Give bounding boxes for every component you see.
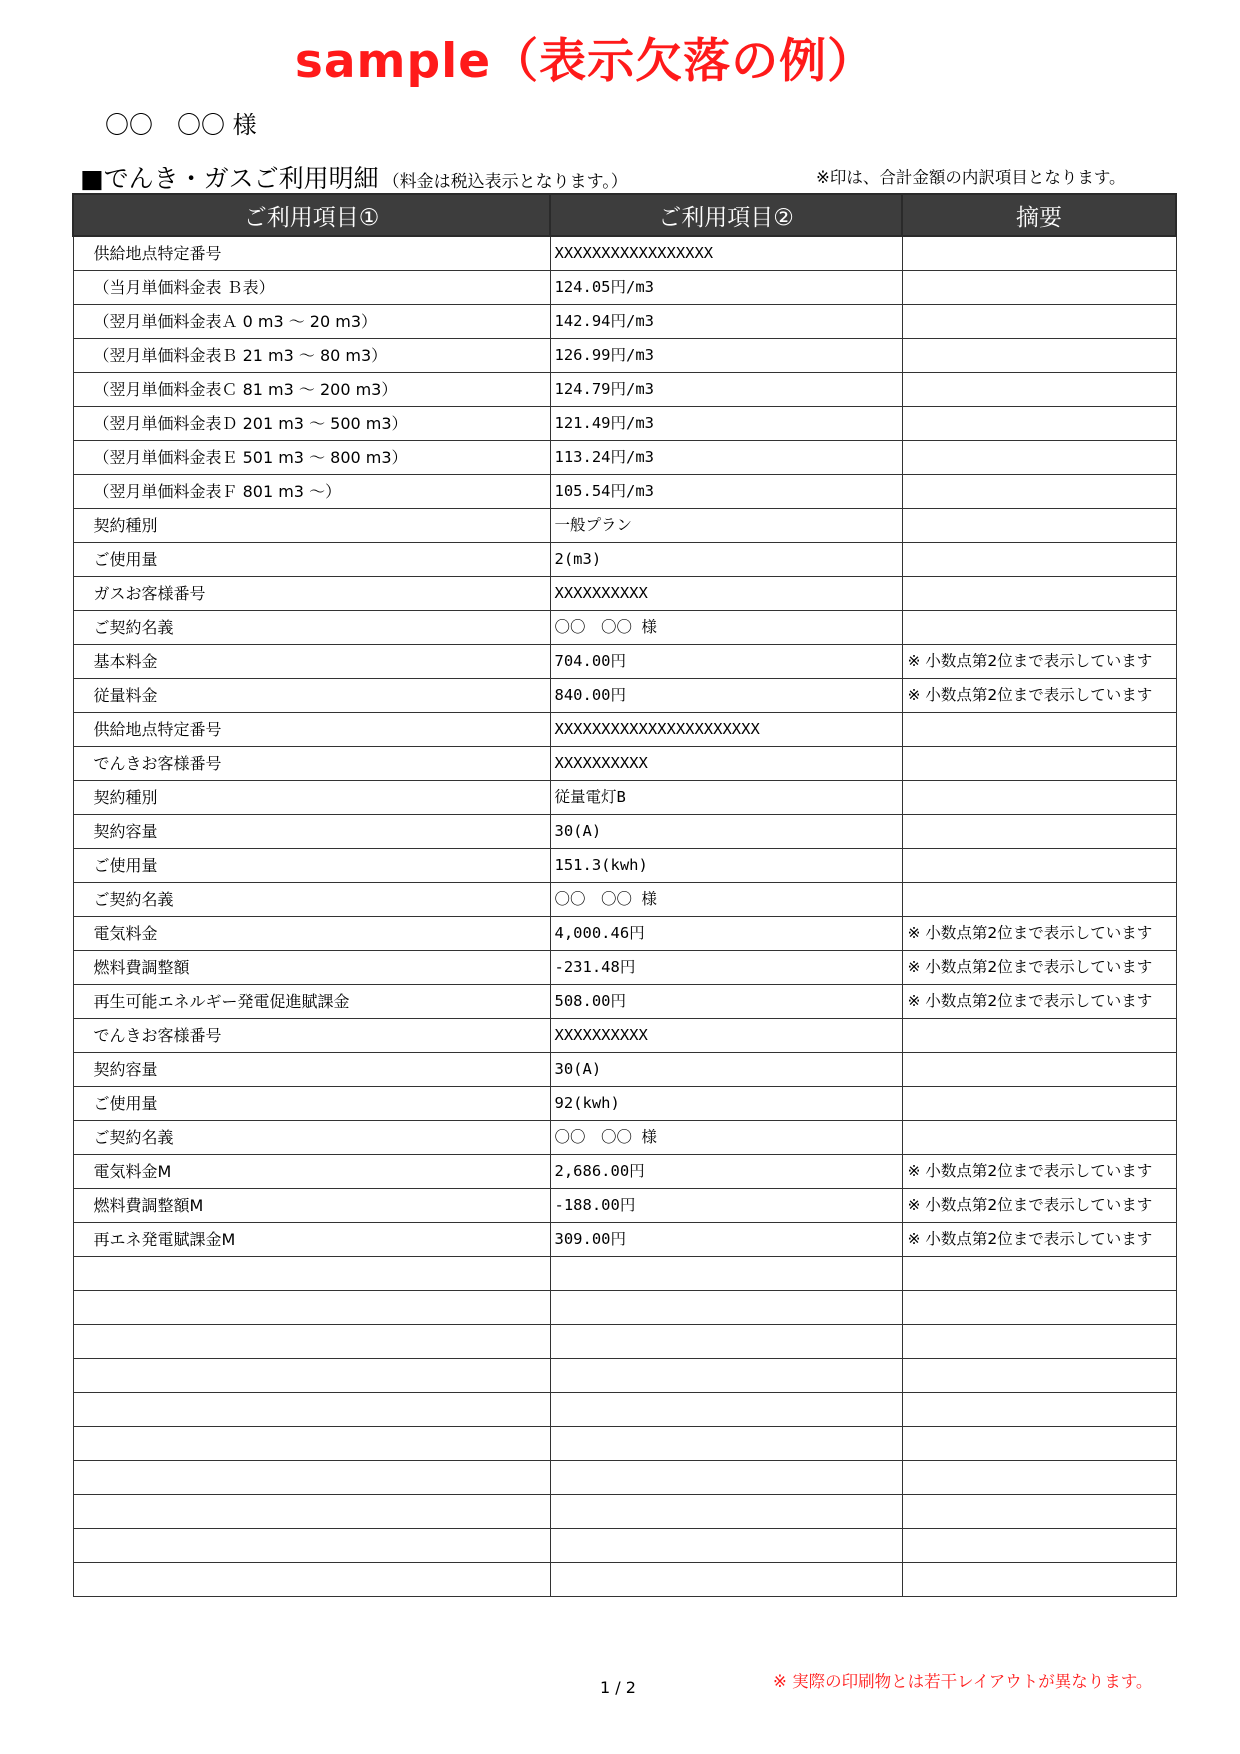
- cell-item2: [550, 1563, 902, 1597]
- cell-item1: （翌月単価料金表Ｄ 201 m3 ～ 500 m3）: [73, 407, 550, 441]
- cell-remarks: [902, 407, 1176, 441]
- cell-item2: 一般プラン: [550, 509, 902, 543]
- cell-item1: 再生可能エネルギー発電促進賦課金: [73, 985, 550, 1019]
- table-row: [73, 1495, 1176, 1529]
- cell-item2: XXXXXXXXXX: [550, 577, 902, 611]
- table-row: [73, 1359, 1176, 1393]
- cell-item1: [73, 1393, 550, 1427]
- cell-item1: （翌月単価料金表Ｃ 81 m3 ～ 200 m3）: [73, 373, 550, 407]
- cell-item1: でんきお客様番号: [73, 747, 550, 781]
- table-row: [73, 679, 1176, 713]
- cell-item1: ガスお客様番号: [73, 577, 550, 611]
- sample-title: sample（表示欠落の例）: [294, 34, 876, 89]
- cell-item2: 124.05円/m3: [550, 271, 902, 305]
- table-row: [73, 849, 1176, 883]
- cell-remarks: [902, 1087, 1176, 1121]
- cell-item2: 2(m3): [550, 543, 902, 577]
- cell-item1: ご使用量: [73, 1087, 550, 1121]
- cell-remarks: ※ 小数点第2位まで表示しています: [902, 645, 1176, 679]
- cell-item1: [73, 1325, 550, 1359]
- cell-remarks: [902, 1325, 1176, 1359]
- cell-remarks: [902, 713, 1176, 747]
- cell-remarks: [902, 1529, 1176, 1563]
- cell-item2: 309.00円: [550, 1223, 902, 1257]
- cell-remarks: [902, 1359, 1176, 1393]
- cell-item1: 契約容量: [73, 815, 550, 849]
- cell-item2: [550, 1291, 902, 1325]
- table-row: [73, 271, 1176, 305]
- column-header-remarks: 摘要: [902, 194, 1176, 236]
- table-row: [73, 917, 1176, 951]
- cell-item2: XXXXXXXXXXXXXXXXXXXXXX: [550, 713, 902, 747]
- table-row: [73, 1563, 1176, 1597]
- cell-item2: 105.54円/m3: [550, 475, 902, 509]
- cell-item1: 基本料金: [73, 645, 550, 679]
- cell-remarks: [902, 1121, 1176, 1155]
- table-row: [73, 1087, 1176, 1121]
- table-row: [73, 1529, 1176, 1563]
- cell-remarks: [902, 271, 1176, 305]
- cell-item1: ご使用量: [73, 849, 550, 883]
- cell-item1: 燃料費調整額M: [73, 1189, 550, 1223]
- cell-remarks: [902, 577, 1176, 611]
- cell-item2: 4,000.46円: [550, 917, 902, 951]
- footer-note: ※ 実際の印刷物とは若干レイアウトが異なります。: [773, 1672, 1153, 1691]
- table-row: [73, 1053, 1176, 1087]
- cell-remarks: [902, 611, 1176, 645]
- cell-remarks: [902, 1461, 1176, 1495]
- table-row: [73, 951, 1176, 985]
- cell-item1: （翌月単価料金表Ｅ 501 m3 ～ 800 m3）: [73, 441, 550, 475]
- cell-item2: [550, 1529, 902, 1563]
- table-row: [73, 543, 1176, 577]
- cell-item1: 燃料費調整額: [73, 951, 550, 985]
- cell-remarks: [902, 1563, 1176, 1597]
- cell-item1: 契約種別: [73, 781, 550, 815]
- cell-remarks: [902, 373, 1176, 407]
- cell-remarks: [902, 1495, 1176, 1529]
- table-row: [73, 1223, 1176, 1257]
- cell-remarks: [902, 1019, 1176, 1053]
- cell-item2: 151.3(kwh): [550, 849, 902, 883]
- cell-item2: XXXXXXXXXXXXXXXXX: [550, 236, 902, 271]
- table-row: [73, 713, 1176, 747]
- cell-remarks: ※ 小数点第2位まで表示しています: [902, 679, 1176, 713]
- cell-item2: -231.48円: [550, 951, 902, 985]
- table-row: [73, 1155, 1176, 1189]
- cell-item2: -188.00円: [550, 1189, 902, 1223]
- cell-item1: [73, 1529, 550, 1563]
- cell-item1: [73, 1563, 550, 1597]
- cell-remarks: [902, 1257, 1176, 1291]
- cell-item1: [73, 1291, 550, 1325]
- cell-remarks: [902, 1427, 1176, 1461]
- table-row: [73, 645, 1176, 679]
- cell-item1: 再エネ発電賦課金M: [73, 1223, 550, 1257]
- table-row: [73, 509, 1176, 543]
- table-row: [73, 1427, 1176, 1461]
- cell-item2: 126.99円/m3: [550, 339, 902, 373]
- cell-remarks: [902, 475, 1176, 509]
- table-row: [73, 1291, 1176, 1325]
- cell-item2: 92(kwh): [550, 1087, 902, 1121]
- cell-remarks: [902, 543, 1176, 577]
- cell-item1: ご契約名義: [73, 1121, 550, 1155]
- cell-item1: ご契約名義: [73, 883, 550, 917]
- cell-item1: （翌月単価料金表Ａ 0 m3 ～ 20 m3）: [73, 305, 550, 339]
- table-row: [73, 407, 1176, 441]
- cell-item2: 113.24円/m3: [550, 441, 902, 475]
- cell-item2: 〇〇 〇〇 様: [550, 883, 902, 917]
- cell-remarks: ※ 小数点第2位まで表示しています: [902, 1155, 1176, 1189]
- cell-item1: でんきお客様番号: [73, 1019, 550, 1053]
- table-row: [73, 236, 1176, 271]
- cell-item2: [550, 1359, 902, 1393]
- cell-item1: 契約種別: [73, 509, 550, 543]
- cell-item1: （当月単価料金表 Ｂ表）: [73, 271, 550, 305]
- cell-item2: 142.94円/m3: [550, 305, 902, 339]
- cell-item1: 供給地点特定番号: [73, 236, 550, 271]
- cell-item1: ご使用量: [73, 543, 550, 577]
- table-row: [73, 475, 1176, 509]
- cell-remarks: [902, 509, 1176, 543]
- cell-item2: 704.00円: [550, 645, 902, 679]
- cell-remarks: [902, 1053, 1176, 1087]
- column-header-item2: ご利用項目②: [550, 194, 902, 236]
- table-row: [73, 1257, 1176, 1291]
- table-row: [73, 1461, 1176, 1495]
- cell-item1: 従量料金: [73, 679, 550, 713]
- cell-remarks: ※ 小数点第2位まで表示しています: [902, 951, 1176, 985]
- cell-remarks: ※ 小数点第2位まで表示しています: [902, 917, 1176, 951]
- table-row: [73, 1393, 1176, 1427]
- column-header-item1: ご利用項目①: [73, 194, 550, 236]
- section-subheading: （料金は税込表示となります。）: [382, 172, 628, 192]
- table-row: [73, 305, 1176, 339]
- usage-detail-table: [72, 193, 1177, 1597]
- cell-item1: [73, 1461, 550, 1495]
- cell-item2: [550, 1461, 902, 1495]
- table-row: [73, 815, 1176, 849]
- table-row: [73, 339, 1176, 373]
- table-row: [73, 577, 1176, 611]
- cell-item2: 〇〇 〇〇 様: [550, 1121, 902, 1155]
- cell-remarks: [902, 441, 1176, 475]
- cell-item1: （翌月単価料金表Ｆ 801 m3 ～）: [73, 475, 550, 509]
- cell-item2: [550, 1257, 902, 1291]
- cell-remarks: [902, 339, 1176, 373]
- cell-item2: 124.79円/m3: [550, 373, 902, 407]
- cell-item2: 〇〇 〇〇 様: [550, 611, 902, 645]
- cell-item2: [550, 1325, 902, 1359]
- table-row: [73, 781, 1176, 815]
- cell-item2: 840.00円: [550, 679, 902, 713]
- table-row: [73, 985, 1176, 1019]
- table-row: [73, 1325, 1176, 1359]
- cell-remarks: [902, 1291, 1176, 1325]
- cell-remarks: [902, 815, 1176, 849]
- cell-remarks: [902, 747, 1176, 781]
- table-row: [73, 441, 1176, 475]
- cell-item2: [550, 1495, 902, 1529]
- cell-remarks: [902, 1393, 1176, 1427]
- cell-item1: 電気料金M: [73, 1155, 550, 1189]
- cell-remarks: [902, 305, 1176, 339]
- table-row: [73, 883, 1176, 917]
- table-row: [73, 747, 1176, 781]
- cell-remarks: ※ 小数点第2位まで表示しています: [902, 1223, 1176, 1257]
- table-row: [73, 1019, 1176, 1053]
- cell-item1: 供給地点特定番号: [73, 713, 550, 747]
- table-header-row: [73, 194, 1176, 236]
- cell-item2: XXXXXXXXXX: [550, 1019, 902, 1053]
- cell-item2: 121.49円/m3: [550, 407, 902, 441]
- cell-item1: [73, 1359, 550, 1393]
- cell-item2: [550, 1393, 902, 1427]
- cell-item2: [550, 1427, 902, 1461]
- table-row: [73, 1189, 1176, 1223]
- cell-remarks: [902, 781, 1176, 815]
- cell-item1: ご契約名義: [73, 611, 550, 645]
- section-note: ※印は、合計金額の内訳項目となります。: [816, 168, 1126, 187]
- cell-remarks: ※ 小数点第2位まで表示しています: [902, 985, 1176, 1019]
- table-row: [73, 1121, 1176, 1155]
- page-number: 1 / 2: [600, 1678, 636, 1697]
- cell-item2: 30(A): [550, 815, 902, 849]
- cell-item2: 508.00円: [550, 985, 902, 1019]
- table-body: [73, 236, 1176, 1597]
- cell-item1: [73, 1427, 550, 1461]
- cell-item1: 契約容量: [73, 1053, 550, 1087]
- cell-item2: 2,686.00円: [550, 1155, 902, 1189]
- cell-item1: [73, 1495, 550, 1529]
- cell-remarks: [902, 883, 1176, 917]
- cell-remarks: [902, 236, 1176, 271]
- cell-item1: 電気料金: [73, 917, 550, 951]
- cell-remarks: [902, 849, 1176, 883]
- cell-item2: 従量電灯B: [550, 781, 902, 815]
- cell-item1: （翌月単価料金表Ｂ 21 m3 ～ 80 m3）: [73, 339, 550, 373]
- table-row: [73, 611, 1176, 645]
- recipient-name: 〇〇 〇〇 様: [105, 111, 257, 139]
- cell-item2: 30(A): [550, 1053, 902, 1087]
- section-heading-text: ■でんき・ガスご利用明細: [80, 164, 379, 193]
- cell-item1: [73, 1257, 550, 1291]
- cell-remarks: ※ 小数点第2位まで表示しています: [902, 1189, 1176, 1223]
- table-row: [73, 373, 1176, 407]
- cell-item2: XXXXXXXXXX: [550, 747, 902, 781]
